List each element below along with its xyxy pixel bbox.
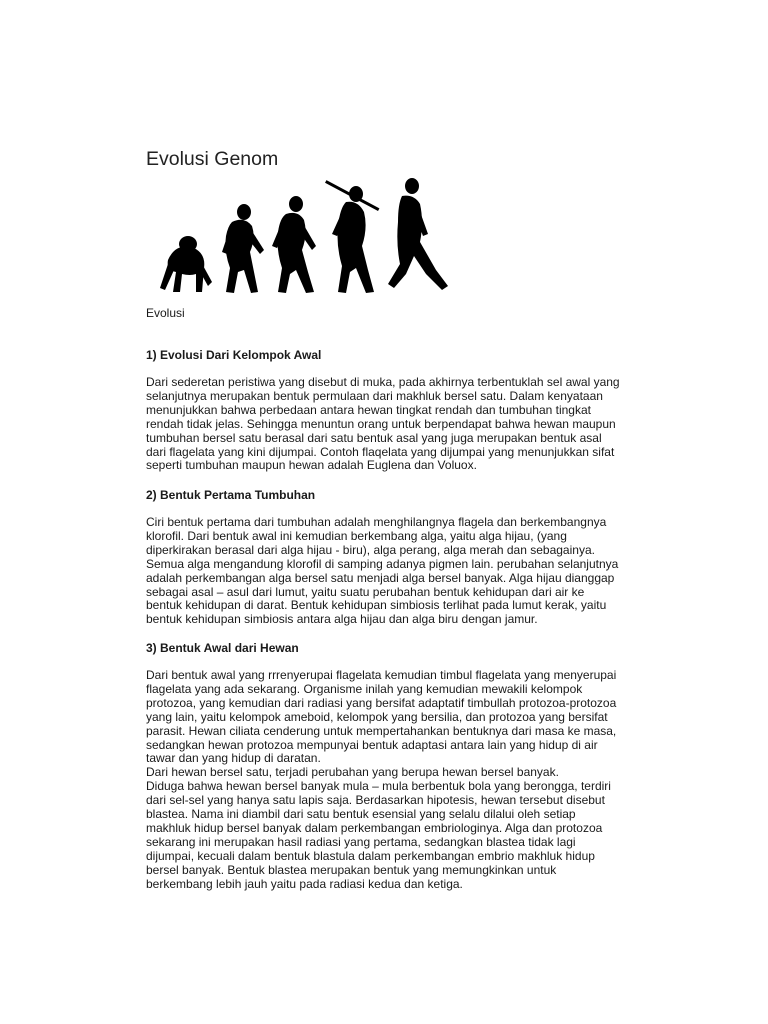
figure-caption: Evolusi [146,306,185,320]
text-line: adalah perkembangan alga bersel satu menjadi alga bersel banyak. Alga hijau dianggap [146,570,615,585]
section-heading: 2) Bentuk Pertama Tumbuhan [146,488,316,502]
text-line: klorofil. Dari bentuk awal ini kemudian berkembang alga, yaitu alga hijau, (yang [146,528,567,543]
section-heading: 1) Evolusi Dari Kelompok Awal [146,348,322,362]
text-line: Diduga bahwa hewan bersel banyak mula – mula berbentuk bola yang berongga, terdiri [146,779,611,794]
text-line: bentuk kehidupan simbiosis antara alga hijau dan alga biru dengan jamur. [146,612,538,627]
text-line: tumbuhan bersel satu berasal dari satu bentuk asal yang juga merupakan bentuk asal [146,430,602,445]
text-line: dari flagelata yang kini dijumpai. Contoh flaqelata yang dijumpai yang menunjukkan sifat [146,444,615,459]
text-line: bersel banyak. Bentuk blastea merupakan bentuk yang memungkinkan untuk [146,862,557,877]
text-line: Dari hewan bersel satu, terjadi perubahan yang berupa hewan bersel banyak. [146,765,559,780]
text-line: rendah tidak jelas. Sehingga menuntun orang untuk berpendapat bahwa hewan maupun [146,416,616,431]
text-line: parasit. Hewan ciliata cenderung untuk mempertahankan bentuknya dari masa ke masa, [146,723,617,738]
text-line: Dari sederetan peristiwa yang disebut di muka, pada akhirnya terbentuklah sel awal yang [146,375,620,389]
text-line: dari sel-sel yang hanya satu lapis saja. Berdasarkan hipotesis, hewan tersebut disebut [146,793,605,808]
human-evolution-silhouette-icon [146,172,466,302]
text-line: blastea. Nama ini diambil dari satu bentuk esensial yang selalu dilalui oleh setiap [146,807,576,822]
section-paragraph [146,516,666,627]
text-line: menunjukkan bahwa perbedaan antara hewan tingkat rendah dan tumbuhan tingkat [146,402,591,417]
text-line: dijumpai, kecuali dalam bentuk blastula dalam perkembangan embrio makhluk hidup [146,848,595,863]
caveman-silhouette-icon [325,180,379,293]
text-line: protozoa, yang kemudian dari radiasi yang bersifat adaptatif timbullah protozoa-protozoa [146,695,617,710]
text-line: Dari bentuk awal yang rrrenyerupai flagelata kemudian timbul flagelata yang menyerupai [146,668,617,682]
text-line: makhluk hidup bersel banyak dalam perkembangan embriologinya. Alga dan protozoa [146,820,603,835]
text-line: sedangkan hewan protozoa mempunyai bentuk adaptasi antara lain yang hidup di air [146,737,598,752]
section-paragraph [146,669,666,892]
document-title: Evolusi Genom [146,148,279,170]
modern-human-silhouette-icon [388,178,448,290]
text-line: sekarang ini merupakan hasil radiasi yang pertama, sedangkan blastea tidak lagi [146,834,576,849]
evolution-illustration [146,172,466,302]
text-line: Semua alga mengandung klorofil di samping adanya pigmen lain. perubahan selanjutnya [146,556,619,571]
text-line: sebagai asal – asul dari lumut, yaitu suatu perubahan bentuk kehidupan dari air ke [146,584,585,599]
early-hominid-silhouette-icon [222,204,264,293]
text-line: selanjutnya merupakan bentuk permulaan dari makhluk bersel satu. Dalam kenyataan [146,388,603,403]
text-line: yang lain, yaitu kelompok ameboid, kelompok yang bersilia, dan protozoa yang bersifat [146,709,608,724]
text-line: tawar dan yang hidup di daratan. [146,751,321,766]
text-line: diperkirakan berasal dari alga hijau - biru), alga perang, alga merah dan sebagainya. [146,542,595,557]
text-line: Ciri bentuk pertama dari tumbuhan adalah menghilangnya flagela dan berkembangnya [146,515,607,529]
text-line: bentuk kehidupan di darat. Bentuk kehidupan simbiosis terlihat pada lumut kerak, yaitu [146,598,607,613]
text-line: seperti tumbuhan maupun hewan adalah Euglena dan Voluox. [146,458,477,473]
hominid-silhouette-icon [272,196,316,293]
section-paragraph [146,376,666,473]
section-heading: 3) Bentuk Awal dari Hewan [146,641,299,655]
text-line: flagelata yang ada sekarang. Organisme inilah yang kemudian mewakili kelompok [146,681,583,696]
text-line: berkembang lebih jauh yaitu pada radiasi kedua dan ketiga. [146,876,463,891]
ape-silhouette-icon [160,236,212,292]
